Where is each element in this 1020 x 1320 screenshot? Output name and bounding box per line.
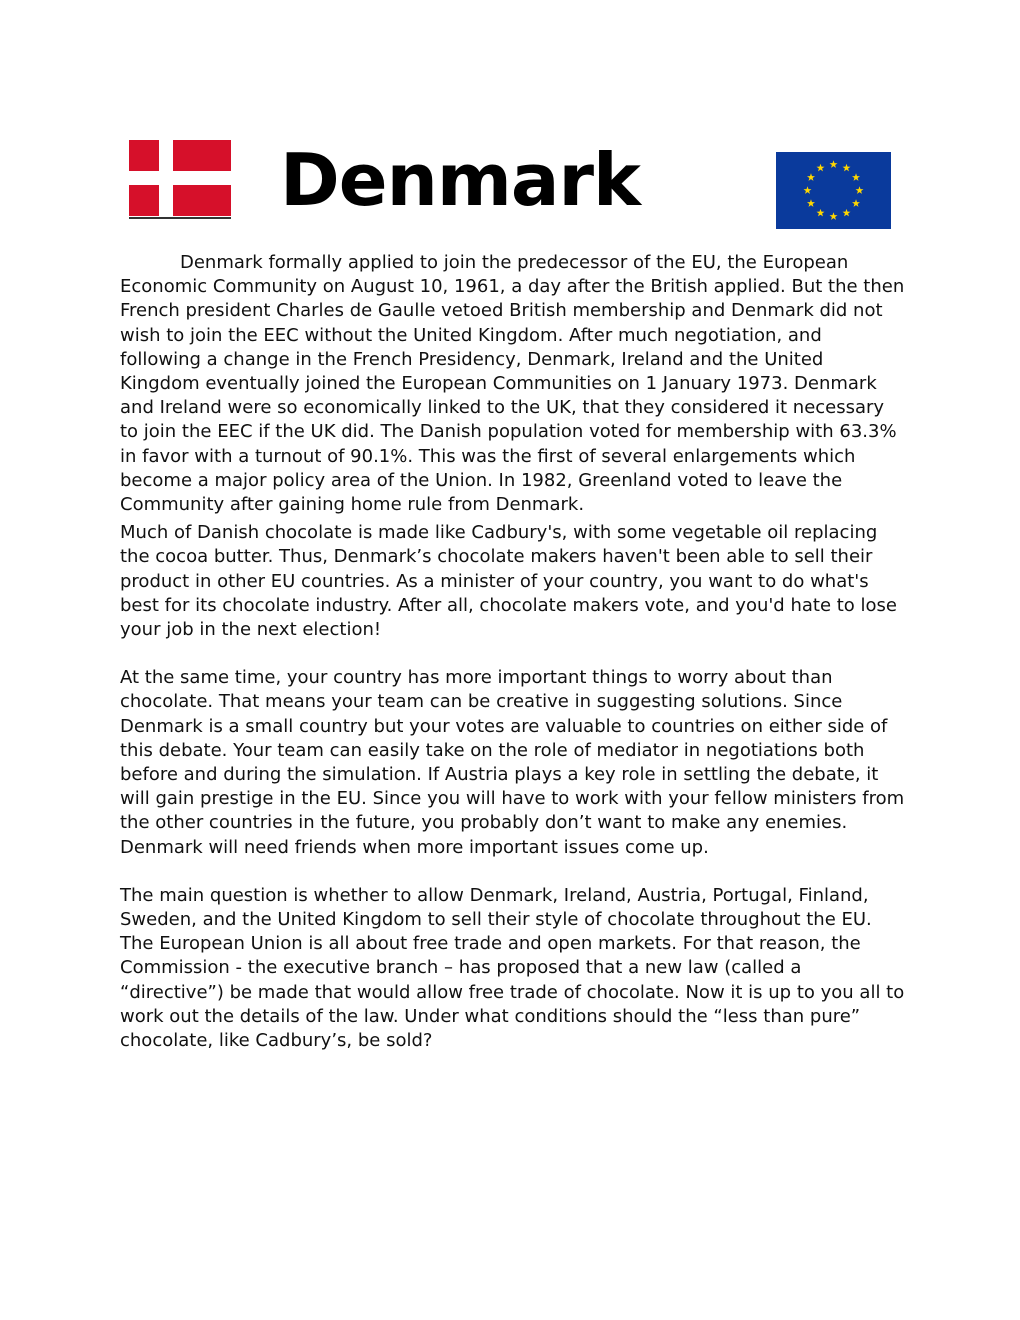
- eu-flag-icon: [776, 152, 891, 229]
- page-title: Denmark: [280, 138, 640, 222]
- page-header: [0, 130, 1020, 230]
- denmark-flag-icon: [129, 140, 231, 216]
- document-body: [120, 251, 905, 1053]
- paragraph-chocolate: Much of Danish chocolate is made like Cadbury's, with some vegetable oil replacing the cocoa butter. Thus, Denmark’s chocolate makers haven't been able to sell their product in other EU countries. As a minister of your country, you want to do what's best for its chocolate industry. After all, chocolate makers vote, and you'd hate to lose your job in the next election!: [120, 522, 898, 641]
- paragraph-intro: Denmark formally applied to join the predecessor of the EU, the European Economic Community on August 10, 1961, a day after the British applied. But the then French president Charles de Gaulle vetoed British membership and Denmark did not wish to join the EEC without the United Kingdom. After much negotiation, and following a change in the French Presidency, Denmark, Ireland and the United Kingdom eventually joined the European Communities on 1 January 1973. Denmark and Ireland were so economically linked to the UK, that they considered it necessary to join the EEC if the UK did. The Danish population voted for membership with 63.3% in favor with a turnout of 90.1%. This was the first of several enlargements which become a major policy area of the Union. In 1982, Greenland voted to leave the Community after gaining home rule from Denmark.: [120, 252, 905, 516]
- paragraph-question: The main question is whether to allow Denmark, Ireland, Austria, Portugal, Finland, Sweden, and the United Kingdom to sell their style of chocolate throughout the EU. The European Union is all about free trade and open markets. For that reason, the Commission - the executive branch – has proposed that a new law (called a “directive”) be made that would allow free trade of chocolate. Now it is up to you all to work out the details of the law. Under what conditions should the “less than pure” chocolate, like Cadbury’s, be sold?: [120, 884, 905, 1052]
- flag-underline: [129, 217, 231, 219]
- paragraph-mediator: At the same time, your country has more important things to worry about than chocolate. That means your team can be creative in suggesting solutions. Since Denmark is a small country but your votes are valuable to countries on either side of this debate. Your team can easily take on the role of mediator in negotiations both before and during the simulation. If Austria plays a key role in settling the debate, it will gain prestige in the EU. Since you will have to work with your fellow ministers from the other countries in the future, you probably don’t want to make any enemies. Denmark will need friends when more important issues come up.: [120, 667, 905, 858]
